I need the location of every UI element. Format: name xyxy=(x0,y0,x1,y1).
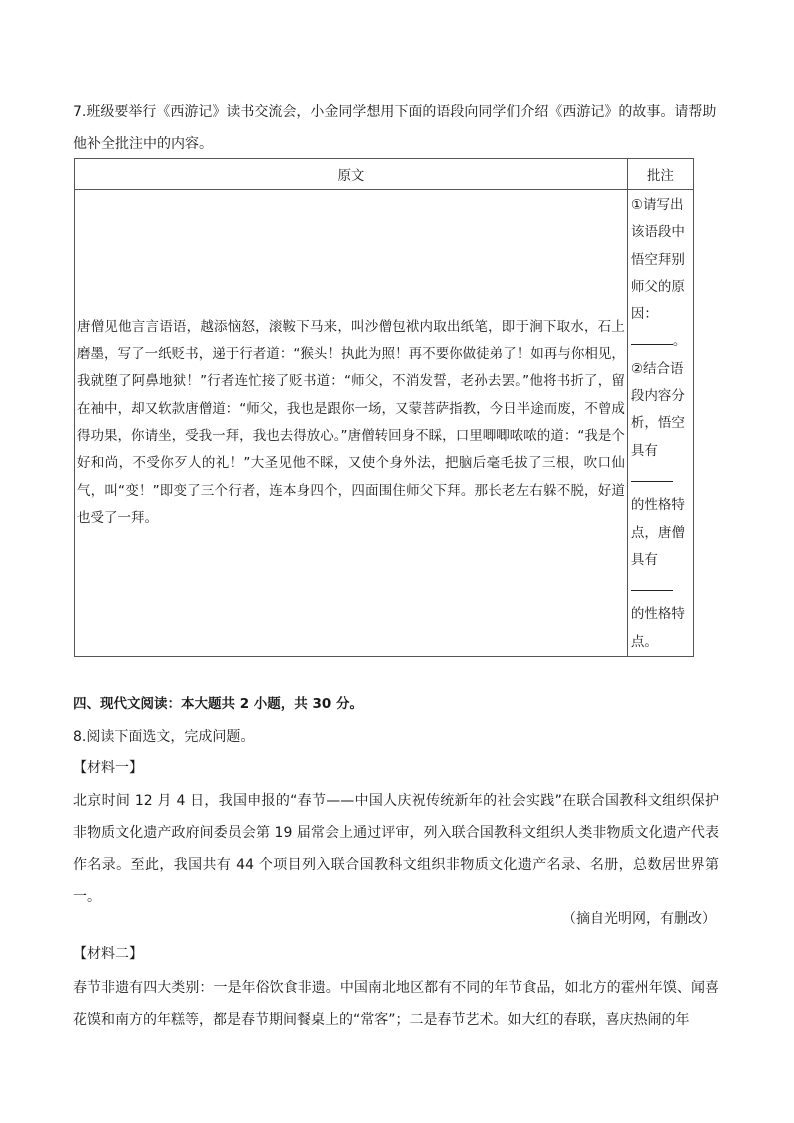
note-2-prompt: ②结合语段内容分析，悟空具有 xyxy=(630,360,685,459)
answer-blank-3[interactable] xyxy=(631,574,673,591)
table-row xyxy=(75,190,694,657)
annotation-table xyxy=(74,158,694,657)
note-1-end: 。 xyxy=(672,333,687,350)
material-1-label: 【材料一】 xyxy=(73,760,143,776)
note-1-prompt: ①请写出该语段中悟空拜别师父的原因： xyxy=(630,197,685,323)
note-2-end: 的性格特点。 xyxy=(630,606,685,650)
section-4-heading: 四、现代文阅读：本大题共 2 小题，共 30 分。 xyxy=(73,696,363,712)
material-2-text: 春节非遗有四大类别：一是年俗饮食非遗。中国南北地区都有不同的年节食品，如北方的霍州年馍、闻喜花馍和南方的年糕等，都是春节期间餐桌上的“常客”；二是春节艺术。如大红的春联，喜庆热闹的年 xyxy=(73,980,719,1028)
material-1-text: 北京时间 12 月 4 日，我国申报的“春节——中国人庆祝传统新年的社会实践”在联合国教科文组织保护非物质文化遗产政府间委员会第 19 届常会上通过评审，列入联合国教科文组织人类非物质文化遗产代表作名录。至此，我国共有 44 个项目列入联合国教科文组织非物质文化遗产名录、名册，总数居世界第一。 xyxy=(73,793,719,905)
note-2-middle: 的性格特点，唐僧具有 xyxy=(630,497,685,568)
header-note: 批注 xyxy=(627,159,693,190)
table-header-row xyxy=(75,159,694,190)
material-1-source: （摘自光明网，有删改） xyxy=(562,911,716,927)
material-2-label: 【材料二】 xyxy=(73,946,143,962)
answer-blank-2[interactable] xyxy=(631,465,673,482)
note-cell xyxy=(627,190,693,657)
original-text: 唐僧见他言言语语，越添恼怒，滚鞍下马来，叫沙僧包袱内取出纸笔，即于涧下取水，石上磨墨，写了一纸贬书，递于行者道：“猴头！执此为照！再不要你做徒弟了！如再与你相见，我就堕了阿鼻地狱！”行者连忙接了贬书道：“师父，不消发誓，老孙去罢。”他将书折了，留在袖中，却又软款唐僧道：“师父，我也是跟你一场，又蒙菩萨指教，今日半途而废，不曾成得功果，你请坐，受我一拜，我也去得放心。”唐僧转回身不睬，口里唧唧哝哝的道：“我是个好和尚，不受你歹人的礼！”大圣见他不睬，又使个身外法，把脑后毫毛拔了三根，吹口仙气，叫“变！”即变了三个行者，连本身四个，四面围住师父下拜。那长老左右躲不脱，好道也受了一拜。 xyxy=(75,190,628,657)
answer-blank-1[interactable] xyxy=(631,328,673,345)
header-original: 原文 xyxy=(75,159,628,190)
question-7-line-1: 7.班级要举行《西游记》读书交流会，小金同学想用下面的语段向同学们介绍《西游记》的故事。请帮助 xyxy=(73,104,717,120)
question-7-line-2: 他补全批注中的内容。 xyxy=(73,136,213,152)
question-8-prompt: 8.阅读下面选文，完成问题。 xyxy=(73,729,255,745)
